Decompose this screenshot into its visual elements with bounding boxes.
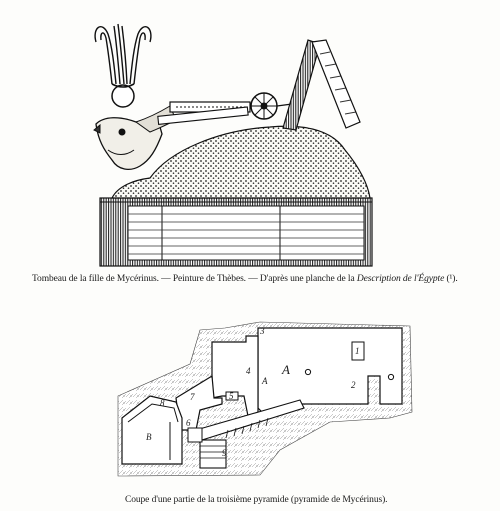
label-3: 3 <box>260 326 265 336</box>
label-4: 4 <box>246 366 251 376</box>
inverted-v-beams <box>283 40 360 130</box>
chamber-A <box>258 328 402 412</box>
label-B: B <box>146 432 152 442</box>
label-A-small: A <box>262 376 268 386</box>
figure2-caption: Coupe d'une partie de la troisième pyramide (pyramide de Mycérinus). <box>125 495 388 505</box>
label-7: 7 <box>190 392 195 402</box>
label-9: 9 <box>222 448 227 458</box>
figure1-caption-note: (¹). <box>444 274 458 284</box>
figure1-caption-italic: Description de l'Égypte <box>356 274 445 284</box>
plume-crown-icon <box>95 24 151 87</box>
sun-disc <box>112 85 134 107</box>
figure1-caption <box>32 273 458 285</box>
pyramid-section-diagram <box>0 300 500 485</box>
sarcophagus <box>100 198 372 266</box>
label-8: 8 <box>160 398 165 408</box>
label-1: 1 <box>355 346 360 356</box>
chariot-wheel-icon <box>158 93 292 124</box>
label-2: 2 <box>351 380 356 390</box>
label-6: 6 <box>186 418 191 428</box>
label-5: 5 <box>229 391 234 401</box>
figure1-caption-text: Tombeau de la fille de Mycérinus. — Peinture de Thèbes. — D'après une planche de la <box>32 274 357 284</box>
label-A-large: A <box>282 362 290 377</box>
